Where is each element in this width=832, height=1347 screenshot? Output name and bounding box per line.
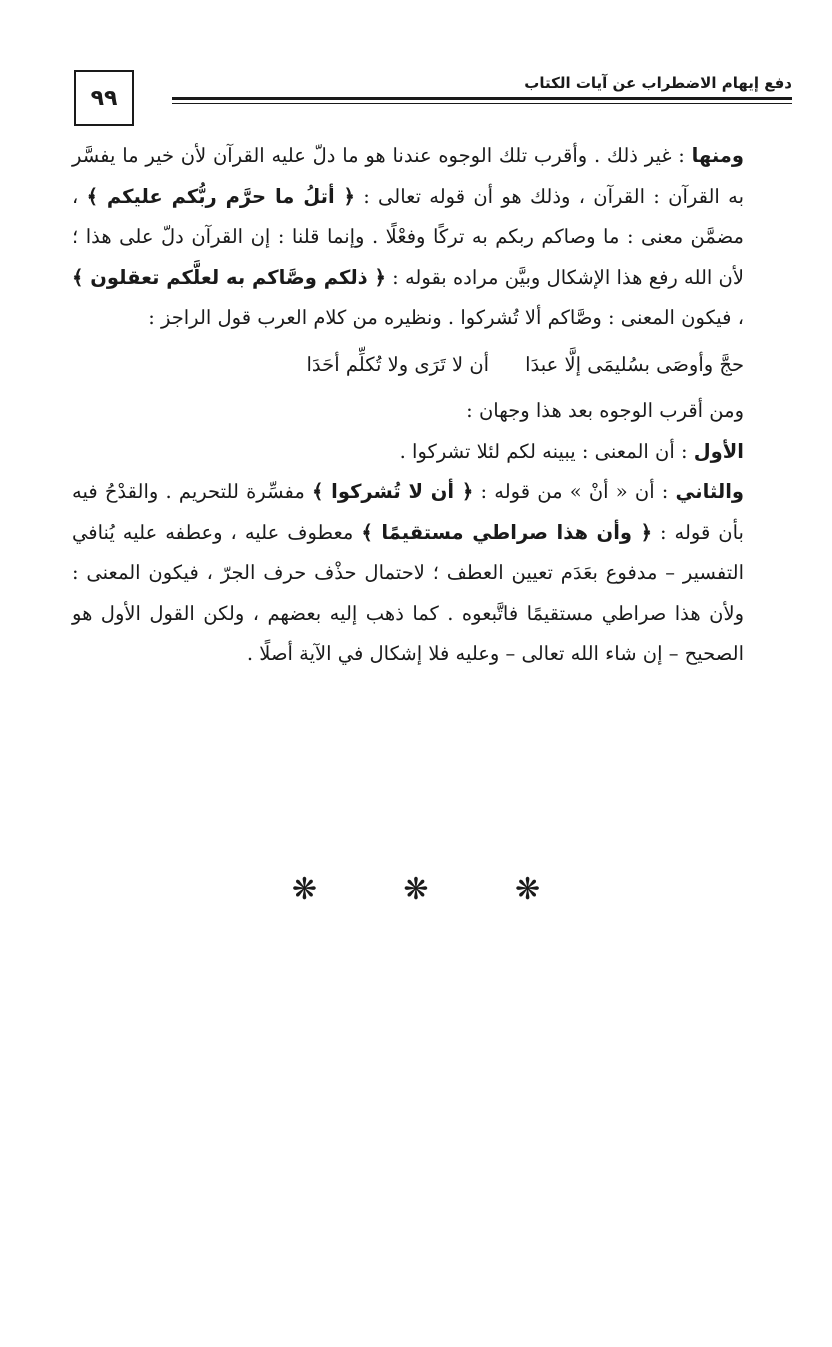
paragraph-lead: والثاني bbox=[675, 480, 745, 503]
section-separator: ❋ ❋ ❋ bbox=[291, 872, 579, 907]
paragraph-2: ومن أقرب الوجوه بعد هذا وجهان : bbox=[466, 399, 744, 422]
paragraph-lead: ومنها bbox=[691, 144, 744, 167]
quran-quote: ﴿ أن لا تُشركوا ﴾ bbox=[311, 480, 474, 503]
paragraph-text: : أن المعنى : يبينه لكم لئلا تشركوا . bbox=[399, 439, 694, 463]
paragraph-3 bbox=[72, 432, 792, 473]
paragraph-text: ، مضمَّن معنى : ما وصاكم ربكم به تركًا وفعْلًا . وإنما قلنا : إن القرآن دلّ على هذا ؛ لأن الله رفع هذا الإشكال وبيَّن مراده بقوله : bbox=[72, 184, 744, 289]
paragraph-text: : غير ذلك . وأقرب تلك الوجوه عندنا هو ما دلّ عليه القرآن لأن خير ما يفسَّر به القرآن : القرآن ، وذلك هو أن قوله تعالى : bbox=[72, 144, 745, 208]
header-rule-thin bbox=[172, 103, 792, 104]
paragraph-lead: الأول bbox=[693, 439, 744, 463]
paragraph-1 bbox=[72, 136, 792, 339]
quran-quote: ﴿ وأن هذا صراطي مستقيمًا ﴾ bbox=[361, 520, 652, 544]
paragraph-text: مفسِّرة للتحريم . والقدْحُ فيه بأن قوله : bbox=[72, 480, 744, 544]
paragraph-text: معطوف عليه ، وعطفه عليه يُنافي التفسير – مدفوع بعَدَم تعيين العطف ؛ لاحتمال حذْف حرف الجرّ ، فيكون المعنى : ولأن هذا صراطي مستقيمًا فاتَّبعوه . كما ذهب إليه بعضهم ، ولكن القول الأول هو الصحيح – إن شاء الله تعالى – وعليه فلا إشكال في الآية أصلًا . bbox=[72, 520, 744, 665]
paragraph-text: ، فيكون المعنى : وصَّاكم ألا تُشركوا . ونظيره من كلام العرب قول الراجز : bbox=[148, 306, 744, 329]
verse-hemistich-2: أن لا تَرَى ولا تُكلِّم أحَدَا bbox=[306, 352, 490, 376]
verse-hemistich-1: حجَّ وأوصَى بسُليمَى إلَّا عبدَا bbox=[525, 352, 744, 376]
quran-quote: ﴿ أتلُ ما حرَّم ربُّكم عليكم ﴾ bbox=[86, 184, 355, 208]
header-rule-thick bbox=[172, 97, 792, 100]
running-header-title: دفع إيهام الاضطراب عن آيات الكتاب bbox=[524, 74, 792, 92]
poetry-verse bbox=[72, 345, 792, 386]
paragraph-text: : أن « أنْ » من قوله : bbox=[473, 480, 676, 503]
page-number: ٩٩ bbox=[74, 70, 134, 126]
paragraph-4 bbox=[72, 472, 792, 675]
body-text bbox=[72, 136, 792, 675]
quran-quote: ﴿ ذلكم وصَّاكم به لعلَّكم تعقلون ﴾ bbox=[72, 265, 386, 289]
